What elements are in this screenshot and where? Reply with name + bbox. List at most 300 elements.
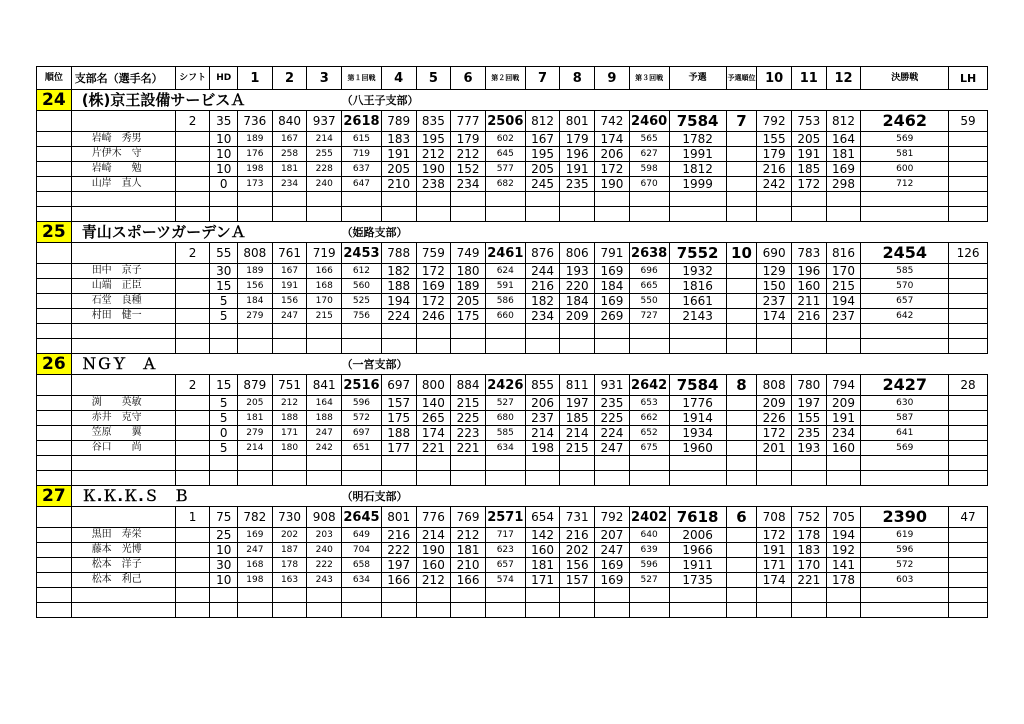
- empty-cell: [416, 588, 451, 603]
- team-total-cell: 47: [949, 507, 988, 528]
- empty-cell: [238, 339, 273, 354]
- player-score-cell: 1911: [669, 558, 726, 573]
- team-total-cell: 749: [451, 243, 486, 264]
- empty-cell: [629, 471, 669, 486]
- team-header-filler: [669, 222, 987, 243]
- player-score-cell: 221: [416, 441, 451, 456]
- empty-cell: [175, 603, 210, 618]
- empty-cell: [451, 603, 486, 618]
- header-hd: HD: [210, 67, 238, 90]
- empty-cell: [238, 603, 273, 618]
- player-score-cell: 719: [342, 147, 382, 162]
- empty-cell: [595, 192, 630, 207]
- player-score-cell: 223: [451, 426, 486, 441]
- player-score-cell: 169: [595, 294, 630, 309]
- player-score-cell: 15: [210, 279, 238, 294]
- player-score-cell: 168: [307, 279, 342, 294]
- empty-cell: [791, 603, 826, 618]
- header-shift: シフト: [175, 67, 210, 90]
- empty-cell: [37, 339, 72, 354]
- empty-cell: [757, 207, 792, 222]
- team-total-cell: 8: [726, 375, 757, 396]
- empty-cell: [451, 324, 486, 339]
- team-total-row: [37, 243, 988, 264]
- player-score-cell: 581: [861, 147, 949, 162]
- player-score-cell: 602: [485, 132, 525, 147]
- player-score-cell: 169: [595, 264, 630, 279]
- player-score-cell: 649: [342, 528, 382, 543]
- player-score-cell: 279: [238, 426, 273, 441]
- player-score-cell: 527: [629, 573, 669, 588]
- player-score-cell: 242: [307, 441, 342, 456]
- player-score-cell: 157: [560, 573, 595, 588]
- player-score-cell: 194: [826, 528, 861, 543]
- player-score-cell: 255: [307, 147, 342, 162]
- player-score-cell: 215: [826, 279, 861, 294]
- player-score-cell: 525: [342, 294, 382, 309]
- player-score-cell: 195: [416, 132, 451, 147]
- player-score-cell: 198: [238, 573, 273, 588]
- player-score-cell: 569: [861, 132, 949, 147]
- empty-cell: [485, 471, 525, 486]
- player-score-cell: 212: [416, 573, 451, 588]
- player-score-cell: 209: [757, 396, 792, 411]
- team-rank: 25: [37, 222, 72, 243]
- empty-cell: [669, 339, 726, 354]
- empty-cell: [272, 471, 307, 486]
- player-score-cell: 172: [416, 264, 451, 279]
- empty-cell: [560, 192, 595, 207]
- player-score-cell: [175, 309, 210, 324]
- player-score-cell: 234: [451, 177, 486, 192]
- empty-cell: [949, 207, 988, 222]
- team-total-cell: 731: [560, 507, 595, 528]
- player-score-cell: 615: [342, 132, 382, 147]
- team-total-cell: 792: [595, 507, 630, 528]
- empty-cell: [37, 411, 72, 426]
- empty-cell: [726, 207, 757, 222]
- player-score-cell: [175, 147, 210, 162]
- empty-cell: [861, 324, 949, 339]
- empty-cell: [37, 588, 72, 603]
- player-score-cell: 585: [861, 264, 949, 279]
- empty-cell: [949, 456, 988, 471]
- empty-cell: [525, 603, 560, 618]
- team-total-cell: 35: [210, 111, 238, 132]
- player-name: 山岸 直人: [71, 177, 175, 192]
- header-round-1: 第１回戦: [342, 67, 382, 90]
- blank-row: [37, 207, 988, 222]
- empty-cell: [175, 471, 210, 486]
- player-score-cell: 176: [238, 147, 273, 162]
- player-score-cell: 237: [525, 411, 560, 426]
- team-total-cell: 690: [757, 243, 792, 264]
- player-score-cell: 640: [629, 528, 669, 543]
- empty-cell: [595, 603, 630, 618]
- empty-cell: [71, 588, 175, 603]
- player-score-cell: [175, 441, 210, 456]
- empty-cell: [949, 192, 988, 207]
- team-total-cell: 2426: [485, 375, 525, 396]
- empty-cell: [595, 456, 630, 471]
- empty-cell: [595, 339, 630, 354]
- player-score-cell: 1816: [669, 279, 726, 294]
- player-score-cell: [726, 309, 757, 324]
- empty-cell: [71, 456, 175, 471]
- blank-row: [37, 588, 988, 603]
- empty-cell: [416, 207, 451, 222]
- player-score-cell: 174: [416, 426, 451, 441]
- player-score-cell: [726, 411, 757, 426]
- player-score-cell: 191: [757, 543, 792, 558]
- empty-cell: [726, 456, 757, 471]
- team-total-cell: 2618: [342, 111, 382, 132]
- player-score-cell: 247: [595, 441, 630, 456]
- player-row: [37, 294, 988, 309]
- player-score-cell: 25: [210, 528, 238, 543]
- player-score-cell: 10: [210, 573, 238, 588]
- header-game-12: 12: [826, 67, 861, 90]
- empty-cell: [272, 603, 307, 618]
- player-score-cell: 619: [861, 528, 949, 543]
- player-score-cell: 196: [791, 264, 826, 279]
- empty-cell: [726, 192, 757, 207]
- team-branch: （八王子支部）: [342, 90, 669, 111]
- player-name: 村田 健一: [71, 309, 175, 324]
- team-name: 青山スポーツガーデンＡ: [71, 222, 341, 243]
- empty-cell: [861, 588, 949, 603]
- player-score-cell: 627: [629, 147, 669, 162]
- empty-cell: [37, 132, 72, 147]
- player-score-cell: 214: [307, 132, 342, 147]
- empty-cell: [826, 207, 861, 222]
- player-score-cell: 209: [560, 309, 595, 324]
- player-score-cell: 169: [826, 162, 861, 177]
- player-score-cell: [175, 528, 210, 543]
- empty-cell: [629, 207, 669, 222]
- empty-cell: [307, 603, 342, 618]
- player-score-cell: 215: [560, 441, 595, 456]
- empty-cell: [210, 192, 238, 207]
- empty-cell: [791, 324, 826, 339]
- player-name: 松本 利己: [71, 573, 175, 588]
- empty-cell: [560, 603, 595, 618]
- player-row: [37, 573, 988, 588]
- empty-cell: [669, 192, 726, 207]
- player-score-cell: [949, 558, 988, 573]
- player-score-cell: 560: [342, 279, 382, 294]
- empty-cell: [238, 588, 273, 603]
- player-score-cell: 596: [629, 558, 669, 573]
- player-score-cell: 1661: [669, 294, 726, 309]
- player-score-cell: 727: [629, 309, 669, 324]
- player-score-cell: 658: [342, 558, 382, 573]
- team-branch: （明石支部）: [342, 486, 669, 507]
- team-total-cell: 908: [307, 507, 342, 528]
- team-total-cell: 769: [451, 507, 486, 528]
- player-score-cell: 298: [826, 177, 861, 192]
- team-total-cell: 59: [949, 111, 988, 132]
- empty-cell: [381, 603, 416, 618]
- player-score-cell: 1932: [669, 264, 726, 279]
- player-score-cell: 585: [485, 426, 525, 441]
- player-score-cell: 170: [307, 294, 342, 309]
- player-score-cell: 181: [451, 543, 486, 558]
- player-score-cell: 572: [342, 411, 382, 426]
- player-score-cell: 168: [238, 558, 273, 573]
- team-total-cell: 654: [525, 507, 560, 528]
- player-score-cell: 179: [757, 147, 792, 162]
- team-total-cell: 10: [726, 243, 757, 264]
- player-score-cell: [949, 162, 988, 177]
- team-total-row: [37, 111, 988, 132]
- header-game-3: 3: [307, 67, 342, 90]
- player-score-cell: 642: [861, 309, 949, 324]
- empty-cell: [485, 192, 525, 207]
- player-score-cell: 190: [416, 543, 451, 558]
- empty-cell: [629, 603, 669, 618]
- player-score-cell: 216: [757, 162, 792, 177]
- player-score-cell: 193: [560, 264, 595, 279]
- empty-cell: [451, 192, 486, 207]
- player-row: [37, 411, 988, 426]
- player-score-cell: 181: [272, 162, 307, 177]
- player-score-cell: [175, 396, 210, 411]
- empty-cell: [525, 456, 560, 471]
- player-score-cell: 185: [791, 162, 826, 177]
- empty-cell: [826, 456, 861, 471]
- empty-cell: [485, 207, 525, 222]
- empty-cell: [726, 603, 757, 618]
- player-score-cell: 129: [757, 264, 792, 279]
- empty-cell: [342, 456, 382, 471]
- player-score-cell: 180: [451, 264, 486, 279]
- player-score-cell: 634: [342, 573, 382, 588]
- header-game-11: 11: [791, 67, 826, 90]
- team-total-cell: 808: [757, 375, 792, 396]
- empty-cell: [342, 471, 382, 486]
- empty-cell: [210, 588, 238, 603]
- player-score-cell: 645: [485, 147, 525, 162]
- empty-cell: [238, 207, 273, 222]
- player-score-cell: 1776: [669, 396, 726, 411]
- player-score-cell: 697: [342, 426, 382, 441]
- player-score-cell: 206: [525, 396, 560, 411]
- team-total-cell: 75: [210, 507, 238, 528]
- empty-cell: [210, 471, 238, 486]
- empty-cell: [669, 603, 726, 618]
- player-score-cell: 181: [238, 411, 273, 426]
- player-score-cell: 30: [210, 264, 238, 279]
- player-score-cell: 5: [210, 396, 238, 411]
- team-header-row: [37, 354, 988, 375]
- empty-cell: [757, 456, 792, 471]
- empty-cell: [949, 324, 988, 339]
- player-score-cell: 184: [238, 294, 273, 309]
- player-score-cell: [175, 177, 210, 192]
- empty-cell: [416, 471, 451, 486]
- empty-cell: [37, 294, 72, 309]
- empty-cell: [307, 207, 342, 222]
- player-score-cell: 1914: [669, 411, 726, 426]
- player-name: 渕 英敏: [71, 396, 175, 411]
- player-score-cell: 156: [272, 294, 307, 309]
- empty-cell: [37, 543, 72, 558]
- player-score-cell: 179: [451, 132, 486, 147]
- player-row: [37, 396, 988, 411]
- header-rank: 順位: [37, 67, 72, 90]
- player-score-cell: 193: [791, 441, 826, 456]
- empty-cell: [669, 471, 726, 486]
- blank-row: [37, 603, 988, 618]
- player-score-cell: 187: [272, 543, 307, 558]
- team-total-cell: 753: [791, 111, 826, 132]
- team-total-cell: 931: [595, 375, 630, 396]
- empty-cell: [949, 471, 988, 486]
- player-score-cell: [949, 294, 988, 309]
- player-score-cell: 206: [595, 147, 630, 162]
- empty-cell: [560, 339, 595, 354]
- empty-cell: [37, 309, 72, 324]
- empty-cell: [485, 339, 525, 354]
- empty-cell: [416, 603, 451, 618]
- empty-cell: [726, 588, 757, 603]
- player-score-cell: 181: [525, 558, 560, 573]
- player-score-cell: 188: [272, 411, 307, 426]
- team-total-cell: 2: [175, 243, 210, 264]
- team-total-cell: 6: [726, 507, 757, 528]
- team-total-cell: 876: [525, 243, 560, 264]
- team-total-cell: 761: [272, 243, 307, 264]
- team-total-cell: 794: [826, 375, 861, 396]
- team-total-row: [37, 375, 988, 396]
- player-score-cell: 269: [595, 309, 630, 324]
- player-score-cell: 174: [757, 309, 792, 324]
- player-score-cell: 234: [525, 309, 560, 324]
- empty-cell: [826, 324, 861, 339]
- empty-cell: [560, 588, 595, 603]
- team-total-cell: 2462: [861, 111, 949, 132]
- player-row: [37, 177, 988, 192]
- player-score-cell: [726, 441, 757, 456]
- player-row: [37, 264, 988, 279]
- player-score-cell: 184: [560, 294, 595, 309]
- player-score-cell: 623: [485, 543, 525, 558]
- empty-cell: [342, 192, 382, 207]
- player-score-cell: 596: [861, 543, 949, 558]
- player-score-cell: 205: [238, 396, 273, 411]
- empty-cell: [210, 456, 238, 471]
- empty-cell: [525, 324, 560, 339]
- player-score-cell: 169: [595, 558, 630, 573]
- player-score-cell: 220: [560, 279, 595, 294]
- empty-cell: [175, 207, 210, 222]
- team-total-cell: 776: [416, 507, 451, 528]
- team-total-cell: 15: [210, 375, 238, 396]
- player-score-cell: 172: [416, 294, 451, 309]
- empty-cell: [71, 471, 175, 486]
- player-score-cell: 178: [272, 558, 307, 573]
- player-name: 山端 正臣: [71, 279, 175, 294]
- empty-cell: [560, 324, 595, 339]
- empty-cell: [37, 207, 72, 222]
- player-score-cell: 216: [791, 309, 826, 324]
- empty-cell: [416, 456, 451, 471]
- player-score-cell: 550: [629, 294, 669, 309]
- player-score-cell: 258: [272, 147, 307, 162]
- player-score-cell: [175, 573, 210, 588]
- player-score-cell: 1934: [669, 426, 726, 441]
- team-total-cell: 884: [451, 375, 486, 396]
- team-rank: 24: [37, 90, 72, 111]
- empty-cell: [71, 324, 175, 339]
- header-game-8: 8: [560, 67, 595, 90]
- player-score-cell: 212: [451, 147, 486, 162]
- player-score-cell: 670: [629, 177, 669, 192]
- player-score-cell: 142: [525, 528, 560, 543]
- empty-cell: [669, 324, 726, 339]
- team-header-filler: [669, 90, 987, 111]
- empty-cell: [669, 207, 726, 222]
- player-score-cell: 2006: [669, 528, 726, 543]
- empty-cell: [791, 192, 826, 207]
- team-header-filler: [669, 486, 987, 507]
- empty-cell: [238, 192, 273, 207]
- empty-cell: [272, 456, 307, 471]
- player-score-cell: 216: [560, 528, 595, 543]
- team-total-cell: 2: [175, 111, 210, 132]
- empty-cell: [451, 207, 486, 222]
- player-score-cell: 179: [560, 132, 595, 147]
- player-score-cell: 221: [791, 573, 826, 588]
- player-score-cell: [949, 309, 988, 324]
- empty-cell: [757, 471, 792, 486]
- player-score-cell: 190: [595, 177, 630, 192]
- player-score-cell: [175, 411, 210, 426]
- empty-cell: [861, 339, 949, 354]
- player-score-cell: 5: [210, 309, 238, 324]
- empty-cell: [791, 456, 826, 471]
- player-score-cell: 152: [451, 162, 486, 177]
- empty-cell: [451, 471, 486, 486]
- player-score-cell: 527: [485, 396, 525, 411]
- player-score-cell: 207: [595, 528, 630, 543]
- empty-cell: [37, 471, 72, 486]
- empty-cell: [861, 456, 949, 471]
- team-total-cell: 2460: [629, 111, 669, 132]
- player-name: 田中 京子: [71, 264, 175, 279]
- empty-cell: [791, 339, 826, 354]
- player-score-cell: 247: [272, 309, 307, 324]
- player-score-cell: 238: [416, 177, 451, 192]
- player-score-cell: 164: [826, 132, 861, 147]
- player-score-cell: 224: [381, 309, 416, 324]
- player-score-cell: [949, 543, 988, 558]
- empty-cell: [342, 207, 382, 222]
- team-total-cell: 2402: [629, 507, 669, 528]
- player-score-cell: 184: [595, 279, 630, 294]
- team-total-cell: 55: [210, 243, 238, 264]
- empty-cell: [525, 339, 560, 354]
- header-game-9: 9: [595, 67, 630, 90]
- empty-cell: [381, 207, 416, 222]
- empty-cell: [629, 588, 669, 603]
- empty-cell: [37, 147, 72, 162]
- player-score-cell: 167: [272, 264, 307, 279]
- player-score-cell: [949, 264, 988, 279]
- player-score-cell: [175, 279, 210, 294]
- team-total-cell: 788: [381, 243, 416, 264]
